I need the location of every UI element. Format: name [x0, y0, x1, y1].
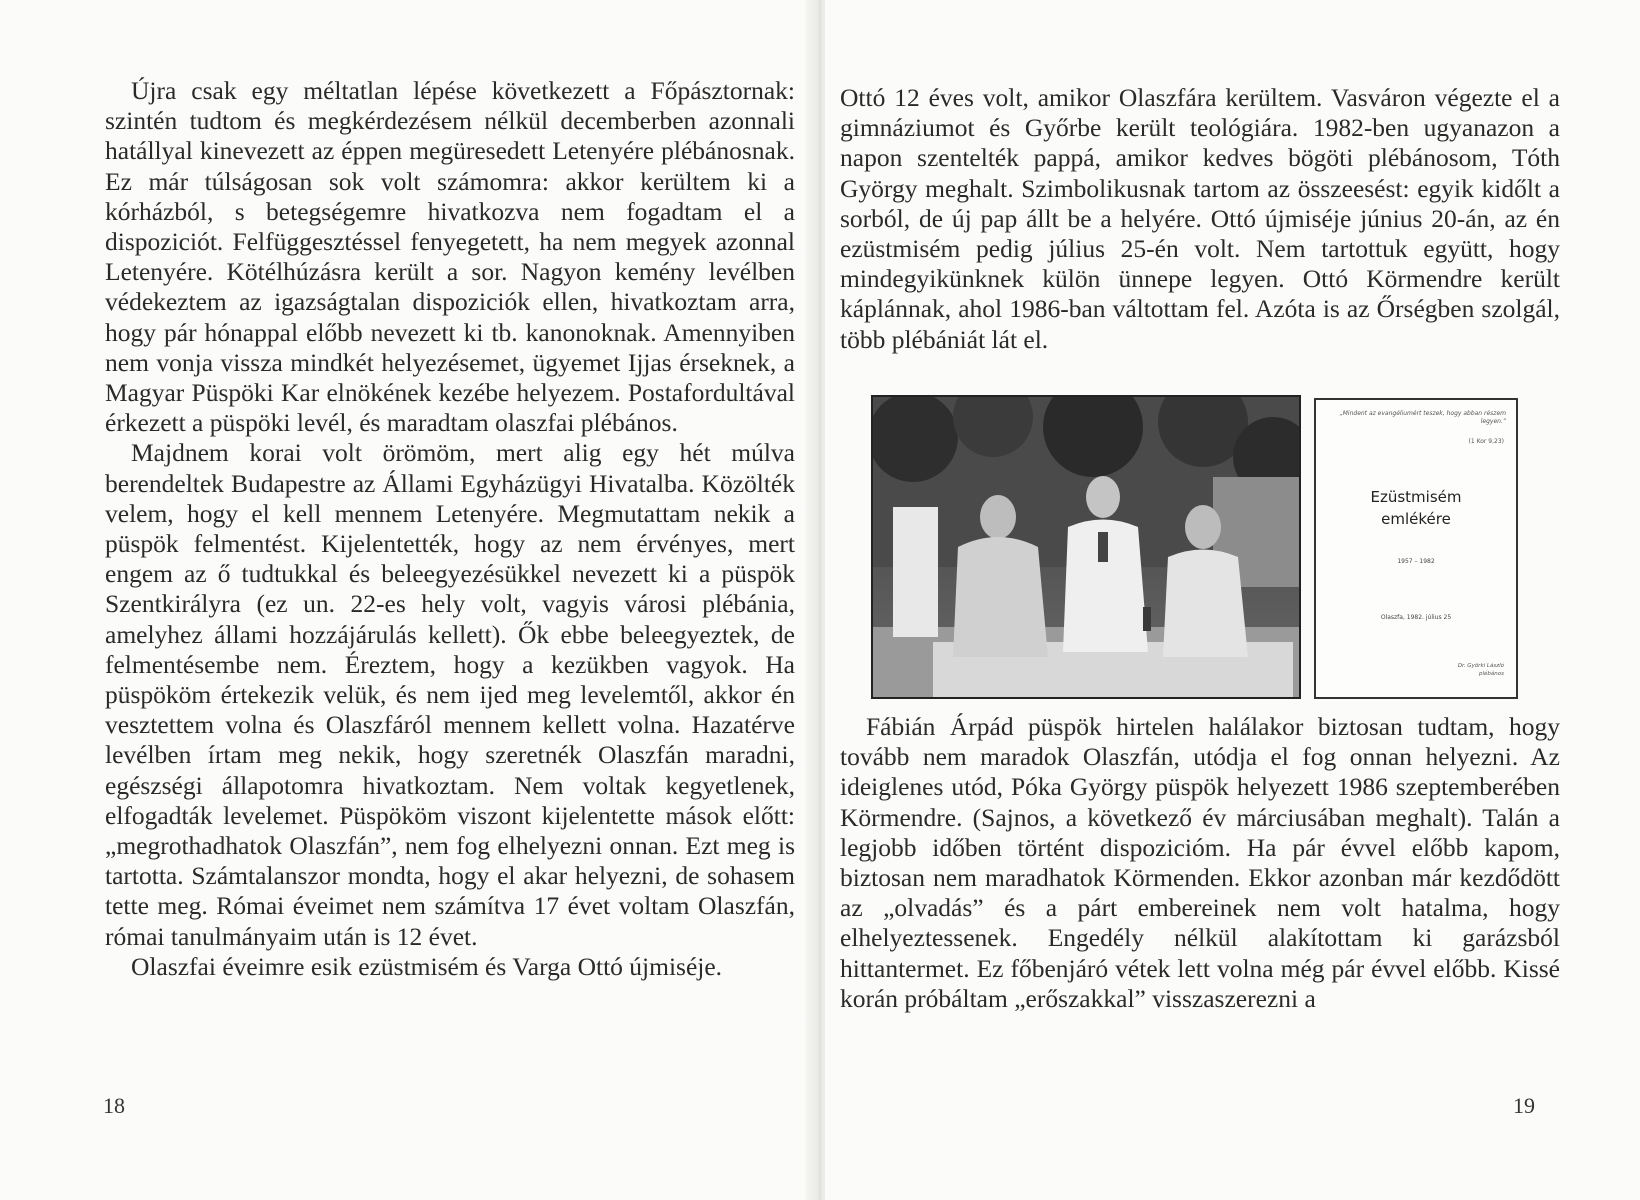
left-page [0, 0, 815, 1200]
paragraph: Olaszfai éveimre esik ezüstmisém és Varga Ottó újmiséje. [131, 951, 723, 981]
card-reference: (1 Kor 9,23) [1468, 438, 1504, 445]
right-page [825, 0, 1640, 1200]
photo-image [873, 397, 1299, 697]
left-page-text [105, 76, 795, 982]
card-years: 1957 – 1982 [1397, 558, 1435, 565]
right-page-top-text [840, 83, 1560, 355]
page-number-right: 19 [1513, 1093, 1535, 1118]
card-title-line: Ezüstmisém [1370, 488, 1462, 506]
card-place-date: Olaszfa, 1982. július 25 [1380, 614, 1452, 621]
paragraph: Újra csak egy méltatlan lépése következett a Főpásztornak: szintén tudtom és megkérdezésem nélkül decemberben azonnali hatállyal kinevezett az éppen megüresedett Letenyére plébánosnak. Ez már túlságosan sok volt számomra: akkor kerültem ki a kórházból, s betegségemre hivatkozva nem fogadtam el a dispoziciót. Felfüggesztéssel fenyegetett, ha nem megyek azonnal Letenyére. Kötélhúzásra került a sor. Nagyon kemény levélben védekeztem az igazságtalan dispoziciók ellen, hivatkoztam arra, hogy pár hónappal előbb nevezett ki tb. kanonoknak. Amennyiben nem vonja vissza mindkét helyezésemet, ügyemet Ijjas érseknek, a Magyar Püspöki Kar elnökének kezébe helyezem. Postafordultával érkezett a püspöki levél, és maradtam olaszfai plébános. [105, 76, 795, 438]
commemorative-card [1286, 398, 1522, 698]
card-frame [1314, 398, 1518, 699]
page-number-left: 18 [103, 1093, 125, 1118]
paragraph: Ottó 12 éves volt, amikor Olaszfára kerültem. Vasváron végezte el a gimnáziumot és Győrbe került teológiára. 1982-ben ugyanazon a napon szentelték pappá, amikor kedves bögöti plébánosom, Tóth György meghalt. Szimbolikusnak tartom az összeesést: egyik kidőlt a sorból, de új pap állt be a helyére. Ottó újmiséje június 20-án, az én ezüstmisém pedig július 25-én volt. Nem tartottuk együtt, hogy mindegyikünknek külön ünnepe legyen. Ottó Körmendre került káplánnak, ahol 1986-ban váltottam fel. Azóta is az Őrségben szolgál, több plébániát lát el. [840, 83, 1560, 354]
card-signature [1384, 662, 1504, 678]
card-quote: „Mindent az evangéliumért teszek, hogy abban részem legyen.” [1339, 410, 1506, 425]
card-title [1316, 486, 1516, 530]
right-page-bottom-text [840, 712, 1560, 1014]
paragraph: Fábián Árpád püspök hirtelen halálakor biztosan tudtam, hogy tovább nem maradok Olaszfán, utódja el fog onnan helyezni. Az ideiglenes utód, Póka György püspök helyezett 1986 szeptemberében Körmendre. (Sajnos, a következő év márciusában meghalt). Talán a legjobb időben történt dispozicióm. Ha pár évvel előbb kapom, biztosan nem maradhatok Körmenden. Ekkor azonban már kezdődött az „olvadás” és a párt embereinek nem volt hatalma, hogy elhelyeztessenek. Engedély nélkül alakítottam ki garázsból hittantermet. Ez főbenjáró vétek lett volna még pár évvel előbb. Kissé korán próbáltam „erőszakkal” visszaszerezni a [840, 712, 1560, 1013]
ordination-photo [871, 395, 1301, 699]
card-signature-role: plébános [1479, 671, 1504, 677]
card-title-line: emlékére [1381, 510, 1451, 528]
card-signature-name: Dr. Györki László [1457, 663, 1504, 669]
paragraph: Majdnem korai volt örömöm, mert alig egy hét múlva berendeltek Budapestre az Állami Egyházügyi Hivatalba. Közölték velem, hogy el kell mennem Letenyére. Megmutattam nekik a püspök felmentést. Kijelentették, hogy az nem érvényes, mert engem az ő tudtukkal és beleegyezésükkel nevezett ki a püspök Szentkirályra (ez un. 22-es hely volt, vagyis városi plébánia, amelyhez állami hozzájárulás kellett). Ők ebbe beleegyeztek, de felmentésembe nem. Éreztem, hogy a kezükben vagyok. Ha püspököm értekezik velük, és nem ijed meg levelemtől, akkor én vesztettem volna és Olaszfáról mennem kellett volna. Hazatérve levélben írtam meg nekik, hogy szeretnék Olaszfán maradni, egészségi állapotomra hivatkoztam. Nem voltak kegyetlenek, elfogadták levelemet. Püspököm viszont kijelentette mások előtt: „megrothadhatok Olaszfán”, nem fog elhelyezni onnan. Ezt meg is tartotta. Számtalanszor mondta, hogy el akar helyezni, de sohasem tette meg. Római éveimet nem számítva 17 évet voltam Olaszfán, római tanulmányaim után is 12 évet. [105, 438, 795, 951]
